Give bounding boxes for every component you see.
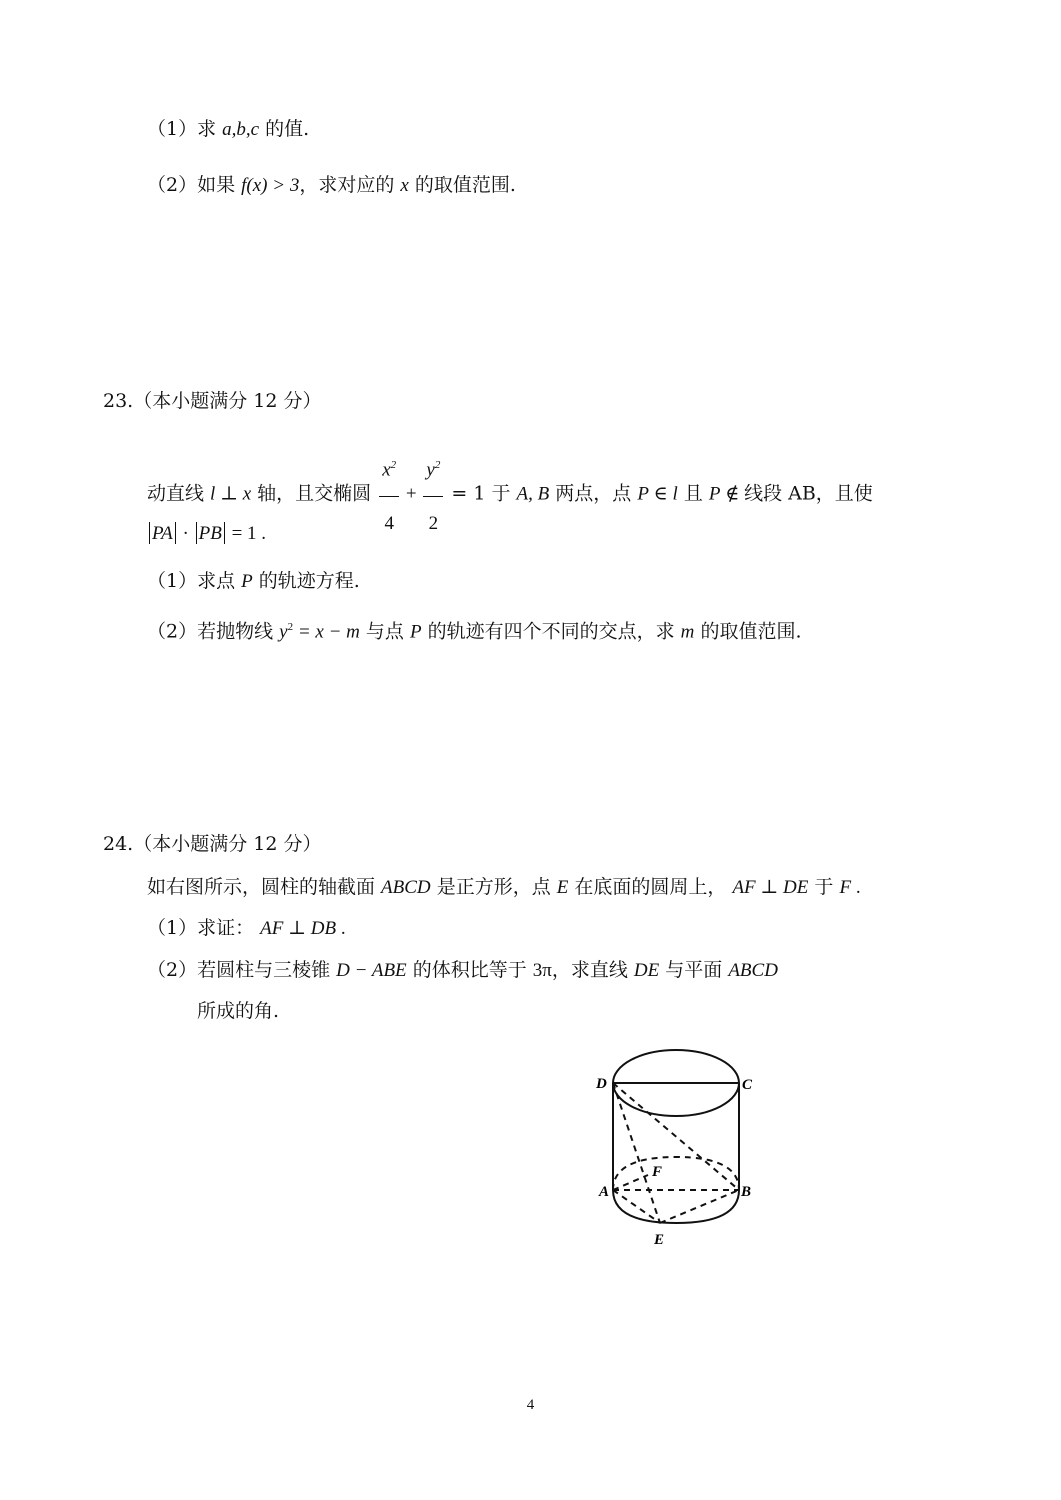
bottom-front-arc	[613, 1190, 739, 1223]
math-vars: a,b,c	[222, 119, 260, 140]
part-number: （1）	[147, 917, 198, 939]
q24-part1	[147, 919, 346, 938]
text: 两点，点	[549, 482, 638, 505]
math-f: F	[839, 877, 852, 898]
part-number: （2）	[147, 620, 198, 643]
in-symbol: ∈	[648, 483, 673, 505]
math-de: DE	[633, 960, 660, 981]
text: 若圆柱与三棱锥	[197, 959, 337, 981]
math-pb: PB	[198, 523, 222, 544]
q22-part2	[147, 176, 516, 195]
text: 的取值范围.	[694, 620, 802, 643]
text: 于	[808, 876, 840, 898]
segment-de	[613, 1083, 663, 1223]
text: 与平面	[659, 959, 729, 981]
math-d-abe: D − ABE	[336, 960, 407, 981]
math-inequality: f(x) > 3	[241, 175, 300, 196]
label-d: D	[596, 1076, 607, 1092]
part-number: （2）	[147, 174, 198, 196]
text: 如果	[197, 174, 242, 196]
text: 的轨迹有四个不同的交点，求	[421, 620, 681, 643]
text: .	[336, 918, 346, 939]
math-m: m	[680, 621, 695, 643]
text: .	[851, 877, 861, 898]
math-3pi: 3π	[532, 960, 552, 981]
fraction-y2-over-2: $\frac{y^2}{2}$	[423, 441, 443, 548]
text: 求	[197, 118, 223, 140]
abs-bar	[224, 522, 225, 544]
perp-symbol: ⊥	[215, 483, 243, 505]
text: 若抛物线	[197, 620, 280, 643]
q24-part2	[147, 961, 778, 980]
q23-header: 23.（本小题满分 12 分）	[103, 390, 322, 412]
text: 动直线	[147, 482, 211, 505]
frac-numerator: x	[382, 459, 391, 481]
label-e: E	[654, 1232, 665, 1248]
fraction-x2-over-4: $\frac{x^2}{4}$	[379, 441, 399, 548]
math-var: x	[400, 175, 409, 196]
text: 的轨迹方程.	[252, 570, 360, 592]
plus-sign: +	[401, 483, 422, 505]
frac-numerator: y	[426, 459, 435, 481]
part-number: （1）	[147, 570, 198, 592]
math-line-l: l	[672, 483, 678, 505]
math-e: E	[556, 877, 569, 898]
abs-bar	[196, 522, 197, 544]
q23-part1	[147, 572, 360, 591]
label-c: C	[742, 1077, 753, 1093]
math-af-perp-de: AF ⊥ DE	[732, 877, 809, 898]
label-a: A	[599, 1184, 610, 1200]
part-number: （2）	[147, 959, 198, 981]
segment-af	[613, 1175, 648, 1190]
math-y: y	[279, 621, 288, 643]
text: 的值.	[259, 118, 310, 140]
abs-bar	[149, 522, 150, 544]
text: 求点	[197, 570, 242, 592]
math-x: x	[242, 483, 252, 505]
text: 在底面的圆周上，	[568, 876, 733, 898]
text: 的取值范围.	[408, 174, 516, 196]
text: 线段 AB，且使	[744, 482, 873, 505]
math-p: P	[708, 483, 721, 505]
math-p: P	[241, 571, 253, 592]
math-pa: PA	[152, 523, 173, 544]
text: 与点	[359, 620, 410, 643]
q24-part2-cont: 所成的角.	[197, 1000, 280, 1022]
text: = 1 于	[445, 482, 517, 505]
frac-denominator: 2	[428, 513, 439, 535]
bottom-back-arc	[613, 1157, 739, 1190]
text: 的体积比等于	[406, 959, 533, 981]
text: = 1 .	[226, 523, 267, 544]
q23-part2: （2）若抛物线 $y^2 = x - m$ 与点 P 的轨迹有四个不同的交点，求 m 的取值范围.	[147, 620, 802, 643]
dot-operator: ·	[177, 523, 194, 544]
text: 求证：	[197, 917, 261, 939]
label-f: F	[652, 1164, 663, 1180]
text: 是正方形，点	[430, 876, 557, 898]
frac-denominator: 4	[384, 513, 394, 535]
q24-intro	[147, 878, 861, 897]
text: ，求对应的	[299, 174, 401, 196]
math-p: P	[637, 483, 649, 505]
math-abcd: ABCD	[728, 960, 778, 981]
abs-bar	[175, 522, 176, 544]
part-number: （1）	[147, 118, 198, 140]
text: ，求直线	[551, 959, 634, 981]
math-points: A, B	[516, 483, 550, 505]
math-line-l: l	[210, 483, 216, 505]
segment-eb	[660, 1190, 739, 1223]
math-p: P	[409, 621, 422, 643]
text: 且	[677, 482, 709, 505]
math-af-perp-db: AF ⊥ DB	[260, 918, 337, 939]
text: 轴，且交椭圆	[251, 482, 378, 505]
math-abcd: ABCD	[381, 877, 431, 898]
cylinder-figure	[590, 1040, 770, 1250]
label-b: B	[741, 1184, 752, 1200]
math-equation: = x − m	[293, 621, 360, 643]
notin-symbol: ∉	[720, 483, 745, 505]
q22-part1	[147, 120, 309, 139]
q23-condition	[147, 522, 266, 544]
page-number: 4	[526, 1397, 535, 1413]
text: 如右图所示，圆柱的轴截面	[147, 876, 382, 898]
q24-header: 24.（本小题满分 12 分）	[103, 833, 322, 855]
